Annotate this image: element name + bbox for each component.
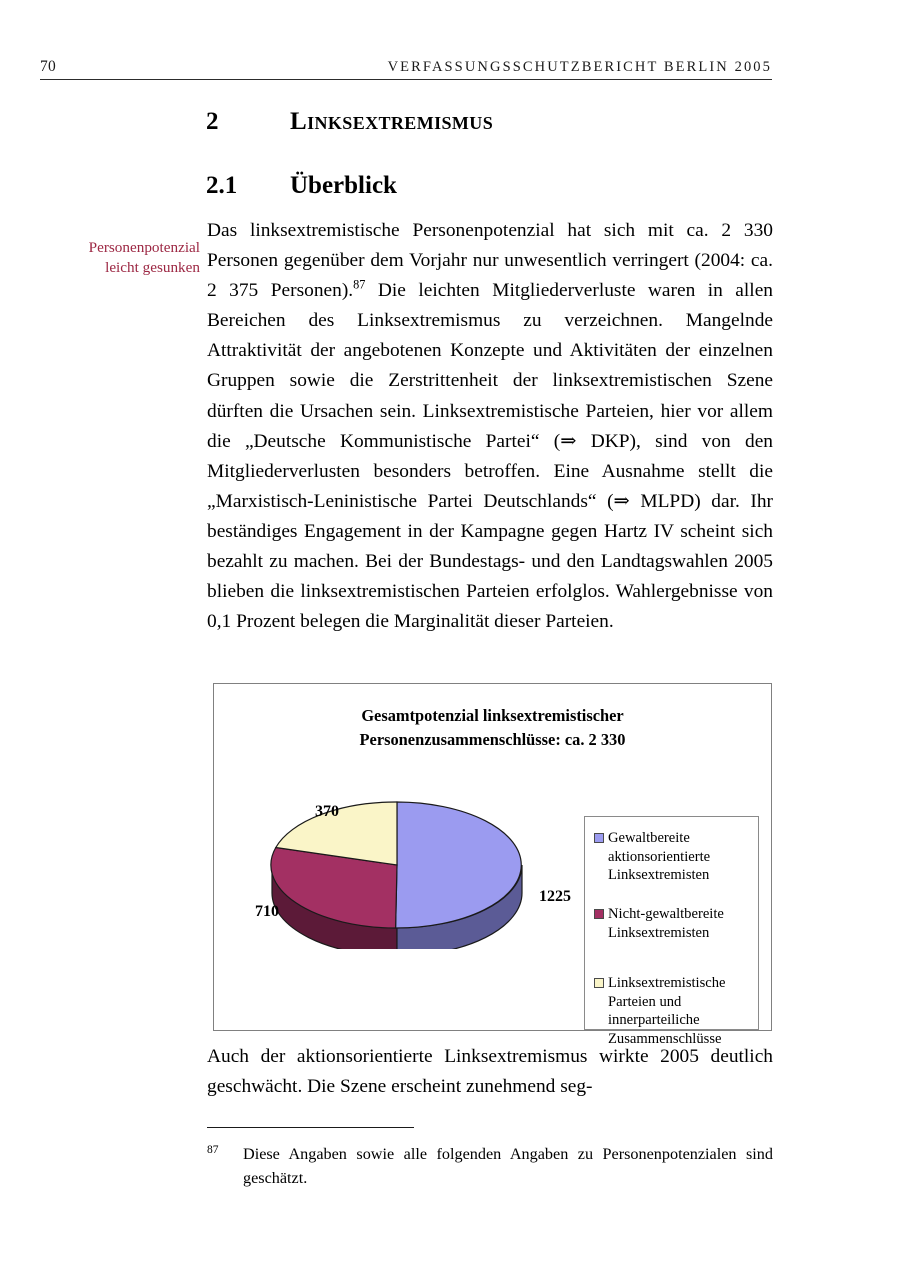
running-title: VERFASSUNGSSCHUTZBERICHT BERLIN 2005 xyxy=(387,59,772,75)
footnote-separator xyxy=(207,1127,414,1128)
legend-label-parteien xyxy=(608,974,726,1048)
legend-line-2: aktionsorientierte xyxy=(608,848,711,865)
legend-label-nicht-gewaltbereite xyxy=(608,905,724,942)
page-header xyxy=(40,58,772,80)
paragraph-overview-part-a: Das linksextremistische Personenpotenzial hat sich mit ca. 2 330 Personen gegenüber dem Vorjahr nur unwesentlich verringert (2004: ca. 2 375 Personen). xyxy=(207,220,773,302)
subsection-title: Überblick xyxy=(290,172,397,199)
page-number: 70 xyxy=(40,58,57,75)
pie-graphic xyxy=(224,779,584,949)
footnote-number: 87 xyxy=(207,1144,219,1156)
legend-line-4: Zusammenschlüsse xyxy=(608,1030,722,1047)
section-number: 2 xyxy=(206,108,219,135)
legend-line-2: Linksextremisten xyxy=(608,924,710,941)
margin-note-line-2: leicht gesunken xyxy=(105,259,200,277)
legend-item-gewaltbereite[interactable] xyxy=(594,829,756,885)
legend-label-gewaltbereite xyxy=(608,829,710,885)
body-column-main xyxy=(207,216,773,637)
margin-note-line-1: Personenpotenzial xyxy=(88,239,200,256)
paragraph-after-chart: Auch der aktionsorientierte Linksextremismus wirkte 2005 deutlich geschwächt. Die Szene erscheint zunehmend seg- xyxy=(207,1046,773,1098)
section-heading-2 xyxy=(206,172,397,200)
legend-item-nicht-gewaltbereite[interactable] xyxy=(594,905,756,942)
margin-note xyxy=(40,238,200,279)
footnote-87 xyxy=(207,1143,773,1190)
pie-value-label-gewaltbereite: 1225 xyxy=(539,888,571,905)
chart-title-line-2: Personenzusammenschlüsse: ca. 2 330 xyxy=(359,729,626,749)
chart-title xyxy=(214,704,771,751)
legend-line-3: innerparteiliche xyxy=(608,1012,700,1029)
subsection-number: 2.1 xyxy=(206,172,238,199)
legend-swatch-icon-parteien xyxy=(594,978,604,988)
legend-item-parteien[interactable] xyxy=(594,974,756,1048)
legend-swatch-icon-gewaltbereite xyxy=(594,833,604,843)
section-heading-1 xyxy=(206,108,493,136)
legend-line-1: Nicht-gewaltbereite xyxy=(608,906,724,922)
pie-value-label-nicht-gewaltbereite: 710 xyxy=(255,903,279,920)
pie-svg xyxy=(224,779,584,949)
pie-chart-figure xyxy=(213,683,772,1047)
legend-swatch-icon-nicht-gewaltbereite xyxy=(594,909,604,919)
legend-line-1: Gewaltbereite xyxy=(608,830,690,846)
legend-line-1: Linksextremistische xyxy=(608,975,726,991)
pie-value-label-parteien: 370 xyxy=(315,803,339,820)
chart-title-line-1: Gesamtpotenzial linksextremistischer xyxy=(361,706,624,725)
chart-legend xyxy=(584,816,759,1047)
footnote-text: Diese Angaben sowie alle folgenden Angaben zu Personenpotenzialen sind geschätzt. xyxy=(243,1145,773,1187)
footnote-reference-87[interactable]: 87 xyxy=(353,277,366,292)
section-title: Linksextremismus xyxy=(290,108,494,135)
legend-line-2: Parteien und xyxy=(608,993,682,1010)
legend-line-3: Linksextremisten xyxy=(608,867,710,884)
paragraph-overview xyxy=(207,216,773,637)
body-column-after-chart xyxy=(207,1042,773,1102)
paragraph-overview-part-b: Die leichten Mitgliederverluste waren in allen Bereichen des Linksextremismus zu verzeichnen. Mangelnde Attraktivität der angebotenen Konzepte und Aktivitäten der einzelnen Gruppen sowie die Zerstrittenheit der linksextremistischen Szene dürften die Ursachen sein. Linksextremistische Parteien, hier vor allem die „Deutsche Kommunistische Partei“ (⇒ DKP), sind von den Mitgliederverlusten besonders betroffen. Eine Ausnahme stellt die „Marxistisch-Leninistische Partei Deutschlands“ (⇒ MLPD) dar. Ihr beständiges Engagement in der Kampagne gegen Hartz IV scheint sich bezahlt zu machen. Bei der Bundestags- und den Landtagswahlen 2005 blieben die linksextremistischen Parteien erfolglos. Wahlergebnisse von 0,1 Prozent belegen die Marginalität dieser Parteien. xyxy=(207,280,773,633)
